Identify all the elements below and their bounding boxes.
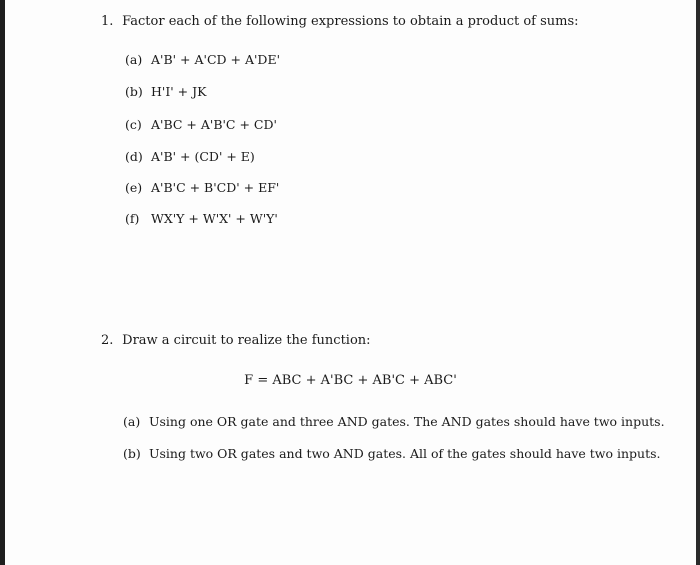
question-2-heading bbox=[101, 333, 371, 348]
item-expression: A'B' + (CD' + E) bbox=[150, 149, 255, 164]
item-label: (c) bbox=[125, 117, 142, 132]
item-label: (a) bbox=[125, 52, 143, 67]
item-expression: A'BC + A'B'C + CD' bbox=[150, 117, 277, 132]
question-2-prompt: Draw a circuit to realize the function: bbox=[122, 333, 371, 348]
item-label: (a) bbox=[123, 414, 141, 429]
question-1-number: 1. bbox=[101, 14, 114, 29]
item-label: (b) bbox=[123, 446, 141, 461]
question-1-item-c bbox=[125, 117, 277, 132]
question-1-item-b bbox=[125, 84, 206, 99]
question-2-number: 2. bbox=[101, 333, 114, 348]
item-text: Using two OR gates and two AND gates. All of the gates should have two inputs. bbox=[148, 446, 661, 461]
right-page-edge bbox=[696, 0, 700, 565]
question-1-prompt: Factor each of the following expressions to obtain a product of sums: bbox=[122, 14, 579, 29]
item-label: (b) bbox=[125, 84, 143, 99]
function-formula: F = ABC + A'BC + AB'C + ABC' bbox=[244, 373, 457, 388]
item-label: (e) bbox=[125, 180, 143, 195]
item-expression: H'I' + JK bbox=[150, 84, 207, 99]
document-page bbox=[5, 0, 696, 565]
question-2-item-a bbox=[123, 414, 665, 429]
question-1-item-e bbox=[125, 180, 279, 195]
item-text: Using one OR gate and three AND gates. The AND gates should have two inputs. bbox=[148, 414, 665, 429]
item-expression: WX'Y + W'X' + W'Y' bbox=[150, 211, 278, 226]
question-2-item-b bbox=[123, 446, 660, 461]
item-label: (f) bbox=[125, 211, 140, 226]
item-label: (d) bbox=[125, 149, 143, 164]
question-1-item-d bbox=[125, 149, 255, 164]
question-1-item-a bbox=[125, 52, 280, 67]
item-expression: A'B'C + B'CD' + EF' bbox=[150, 180, 280, 195]
item-expression: A'B' + A'CD + A'DE' bbox=[150, 52, 281, 67]
question-1-item-f bbox=[125, 211, 278, 226]
question-1-heading bbox=[101, 14, 579, 29]
